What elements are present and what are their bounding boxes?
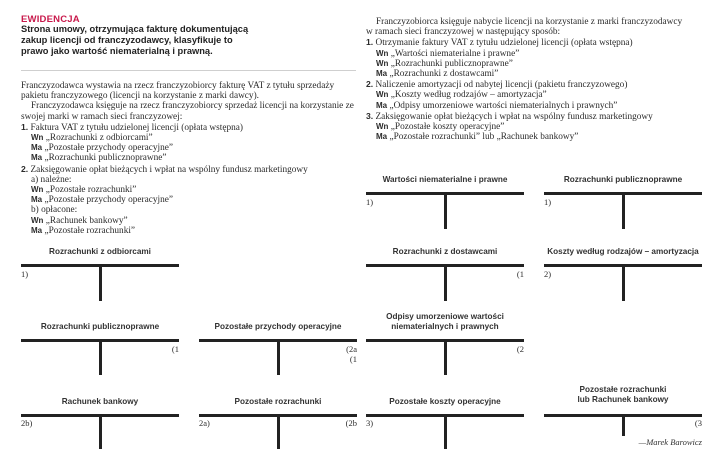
t-account-divider <box>444 264 447 301</box>
t-account-other-operating-costs <box>366 395 524 455</box>
entry: Ma „Pozostałe przychody operacyjne” <box>31 143 174 154</box>
t-account-title: Wartości niematerialne i prawne <box>382 175 508 184</box>
entry: Ma „Pozostałe przychody operacyjne” <box>31 195 174 206</box>
debit-note: 1) <box>544 197 552 207</box>
credit-note: (1 <box>516 269 524 279</box>
t-account-title-line2: lub Rachunek bankowy <box>577 395 669 404</box>
t-account-title: Koszty według rodzajów – amortyzacja <box>547 247 699 256</box>
credit-note: (1 <box>171 344 179 354</box>
t-account-divider <box>277 339 280 375</box>
entry: Ma „Pozostałe rozrachunki” <box>31 225 136 236</box>
list-item: 2. Naliczenie amortyzacji od nabytej licencji (pakietu franczyzowego) <box>366 79 628 91</box>
section-description: Strona umowy, otrzymująca fakturę dokumentującą zakup licencji od franczyzodawcy, klasyfikuje to prawo jako wartość niematerialną i prawną. <box>21 24 249 56</box>
t-account-title: Rozrachunki z dostawcami <box>392 247 498 256</box>
debit-note: 1) <box>21 269 29 279</box>
author-credit: —Marek Barowicz <box>638 437 702 447</box>
t-account-title: Pozostałe koszty operacyjne <box>389 397 501 406</box>
t-account-title: Rozrachunki publicznoprawne <box>563 175 683 184</box>
credit-note: (2a <box>346 344 357 354</box>
entry: Wn „Rozrachunki z odbiorcami” <box>31 133 153 144</box>
entry: Wn „Wartości niematerialne i prawne” <box>376 48 520 59</box>
debit-note: 1) <box>366 197 374 207</box>
t-account-title: Rozrachunki z odbiorcami <box>49 247 151 256</box>
t-account-divider <box>444 192 447 229</box>
entry: Ma „Rozrachunki z dostawcami” <box>376 69 499 80</box>
debit-note: 2b) <box>21 418 33 428</box>
t-account-other-operating-revenue <box>199 318 357 378</box>
t-account-amortization-writeoffs <box>366 312 524 378</box>
list-item: 1. Otrzymanie faktury VAT z tytułu udzielonej licencji (opłata wstępna) <box>366 37 633 49</box>
divider <box>21 70 356 71</box>
t-account-depreciation-costs <box>544 247 702 302</box>
list-item: 2. Zaksięgowanie opłat bieżących i wpłat na wspólny fundusz marketingowy <box>21 163 308 175</box>
t-account-receivables <box>21 247 179 302</box>
entry: Wn „Rozrachunki publicznoprawne” <box>376 58 513 69</box>
credit-note: (1 <box>349 354 357 364</box>
t-account-public-settlements-buyer <box>544 175 702 230</box>
t-account-public-settlements-seller <box>21 318 179 378</box>
t-account-other-settlements <box>199 395 357 455</box>
t-account-title-line1: Odpisy umorzeniowe wartości <box>386 312 504 321</box>
t-account-divider <box>444 339 447 375</box>
t-account-divider <box>444 414 447 449</box>
debit-note: 2) <box>544 269 552 279</box>
debit-note: 2a) <box>199 418 210 428</box>
t-account-title: Rozrachunki publicznoprawne <box>40 322 160 331</box>
right-column-text <box>366 17 686 142</box>
sub-label: a) należne: <box>31 174 72 185</box>
t-account-title: Rachunek bankowy <box>61 397 139 406</box>
paragraph: Franczyzodawca wystawia na rzecz franczyzobiorcy fakturę VAT z tytułu sprzedaży pakietu franczyzowego (licencji na korzystanie z marki dawcy). <box>21 81 335 102</box>
left-column-text <box>21 81 359 236</box>
paragraph: Franczyzodawca księguje na rzecz franczyzobiorcy sprzedaż licencji na korzystanie ze swojej marki w ramach sieci franczyzowej: <box>21 101 354 122</box>
entry: Wn „Rachunek bankowy” <box>31 215 128 226</box>
t-account-payables <box>366 247 524 302</box>
entry: Ma „Odpisy umorzeniowe wartości niematerialnych i prawnych” <box>376 100 618 111</box>
t-account-divider <box>622 264 625 301</box>
t-account-title-line1: Pozostałe rozrachunki <box>579 385 667 394</box>
t-account-title-line2: niematerialnych i prawnych <box>391 322 499 331</box>
entry: Ma „Pozostałe rozrachunki” lub „Rachunek bankowy” <box>376 132 579 143</box>
entry: Wn „Pozostałe koszty operacyjne” <box>376 122 505 133</box>
list-item: 1. Faktura VAT z tytułu udzielonej licencji (opłata wstępna) <box>21 121 243 133</box>
section-label: EWIDENCJA <box>21 14 80 25</box>
credit-note: (2b <box>345 418 357 428</box>
entry: Ma „Rozrachunki publicznoprawne” <box>31 153 167 164</box>
t-account-divider <box>277 414 280 449</box>
list-item: 3. Zaksięgowanie opłat bieżących i wpłat na wspólny fundusz marketingowy <box>366 110 653 122</box>
t-account-bank <box>21 395 179 455</box>
paragraph: Franczyzobiorca księguje nabycie licencji na korzystanie z marki franczyzodawcy w ramach sieci franczyzowej w następujący sposób: <box>366 17 683 38</box>
t-account-divider <box>99 414 102 449</box>
credit-note: (3 <box>694 418 702 428</box>
t-account-divider <box>622 192 625 229</box>
sub-label: b) opłacone: <box>31 205 78 216</box>
t-account-divider <box>99 264 102 301</box>
t-account-intangible-assets <box>366 175 524 230</box>
credit-note: (2 <box>516 344 524 354</box>
entry: Wn „Pozostałe rozrachunki” <box>31 185 137 196</box>
t-account-title: Pozostałe przychody operacyjne <box>214 322 342 331</box>
t-account-other-settlements-or-bank <box>544 385 702 445</box>
t-account-divider <box>99 339 102 375</box>
t-account-title: Pozostałe rozrachunki <box>234 397 322 406</box>
t-account-divider <box>622 414 625 436</box>
debit-note: 3) <box>366 418 374 428</box>
entry: Wn „Koszty według rodzajów – amortyzacja” <box>376 90 547 101</box>
